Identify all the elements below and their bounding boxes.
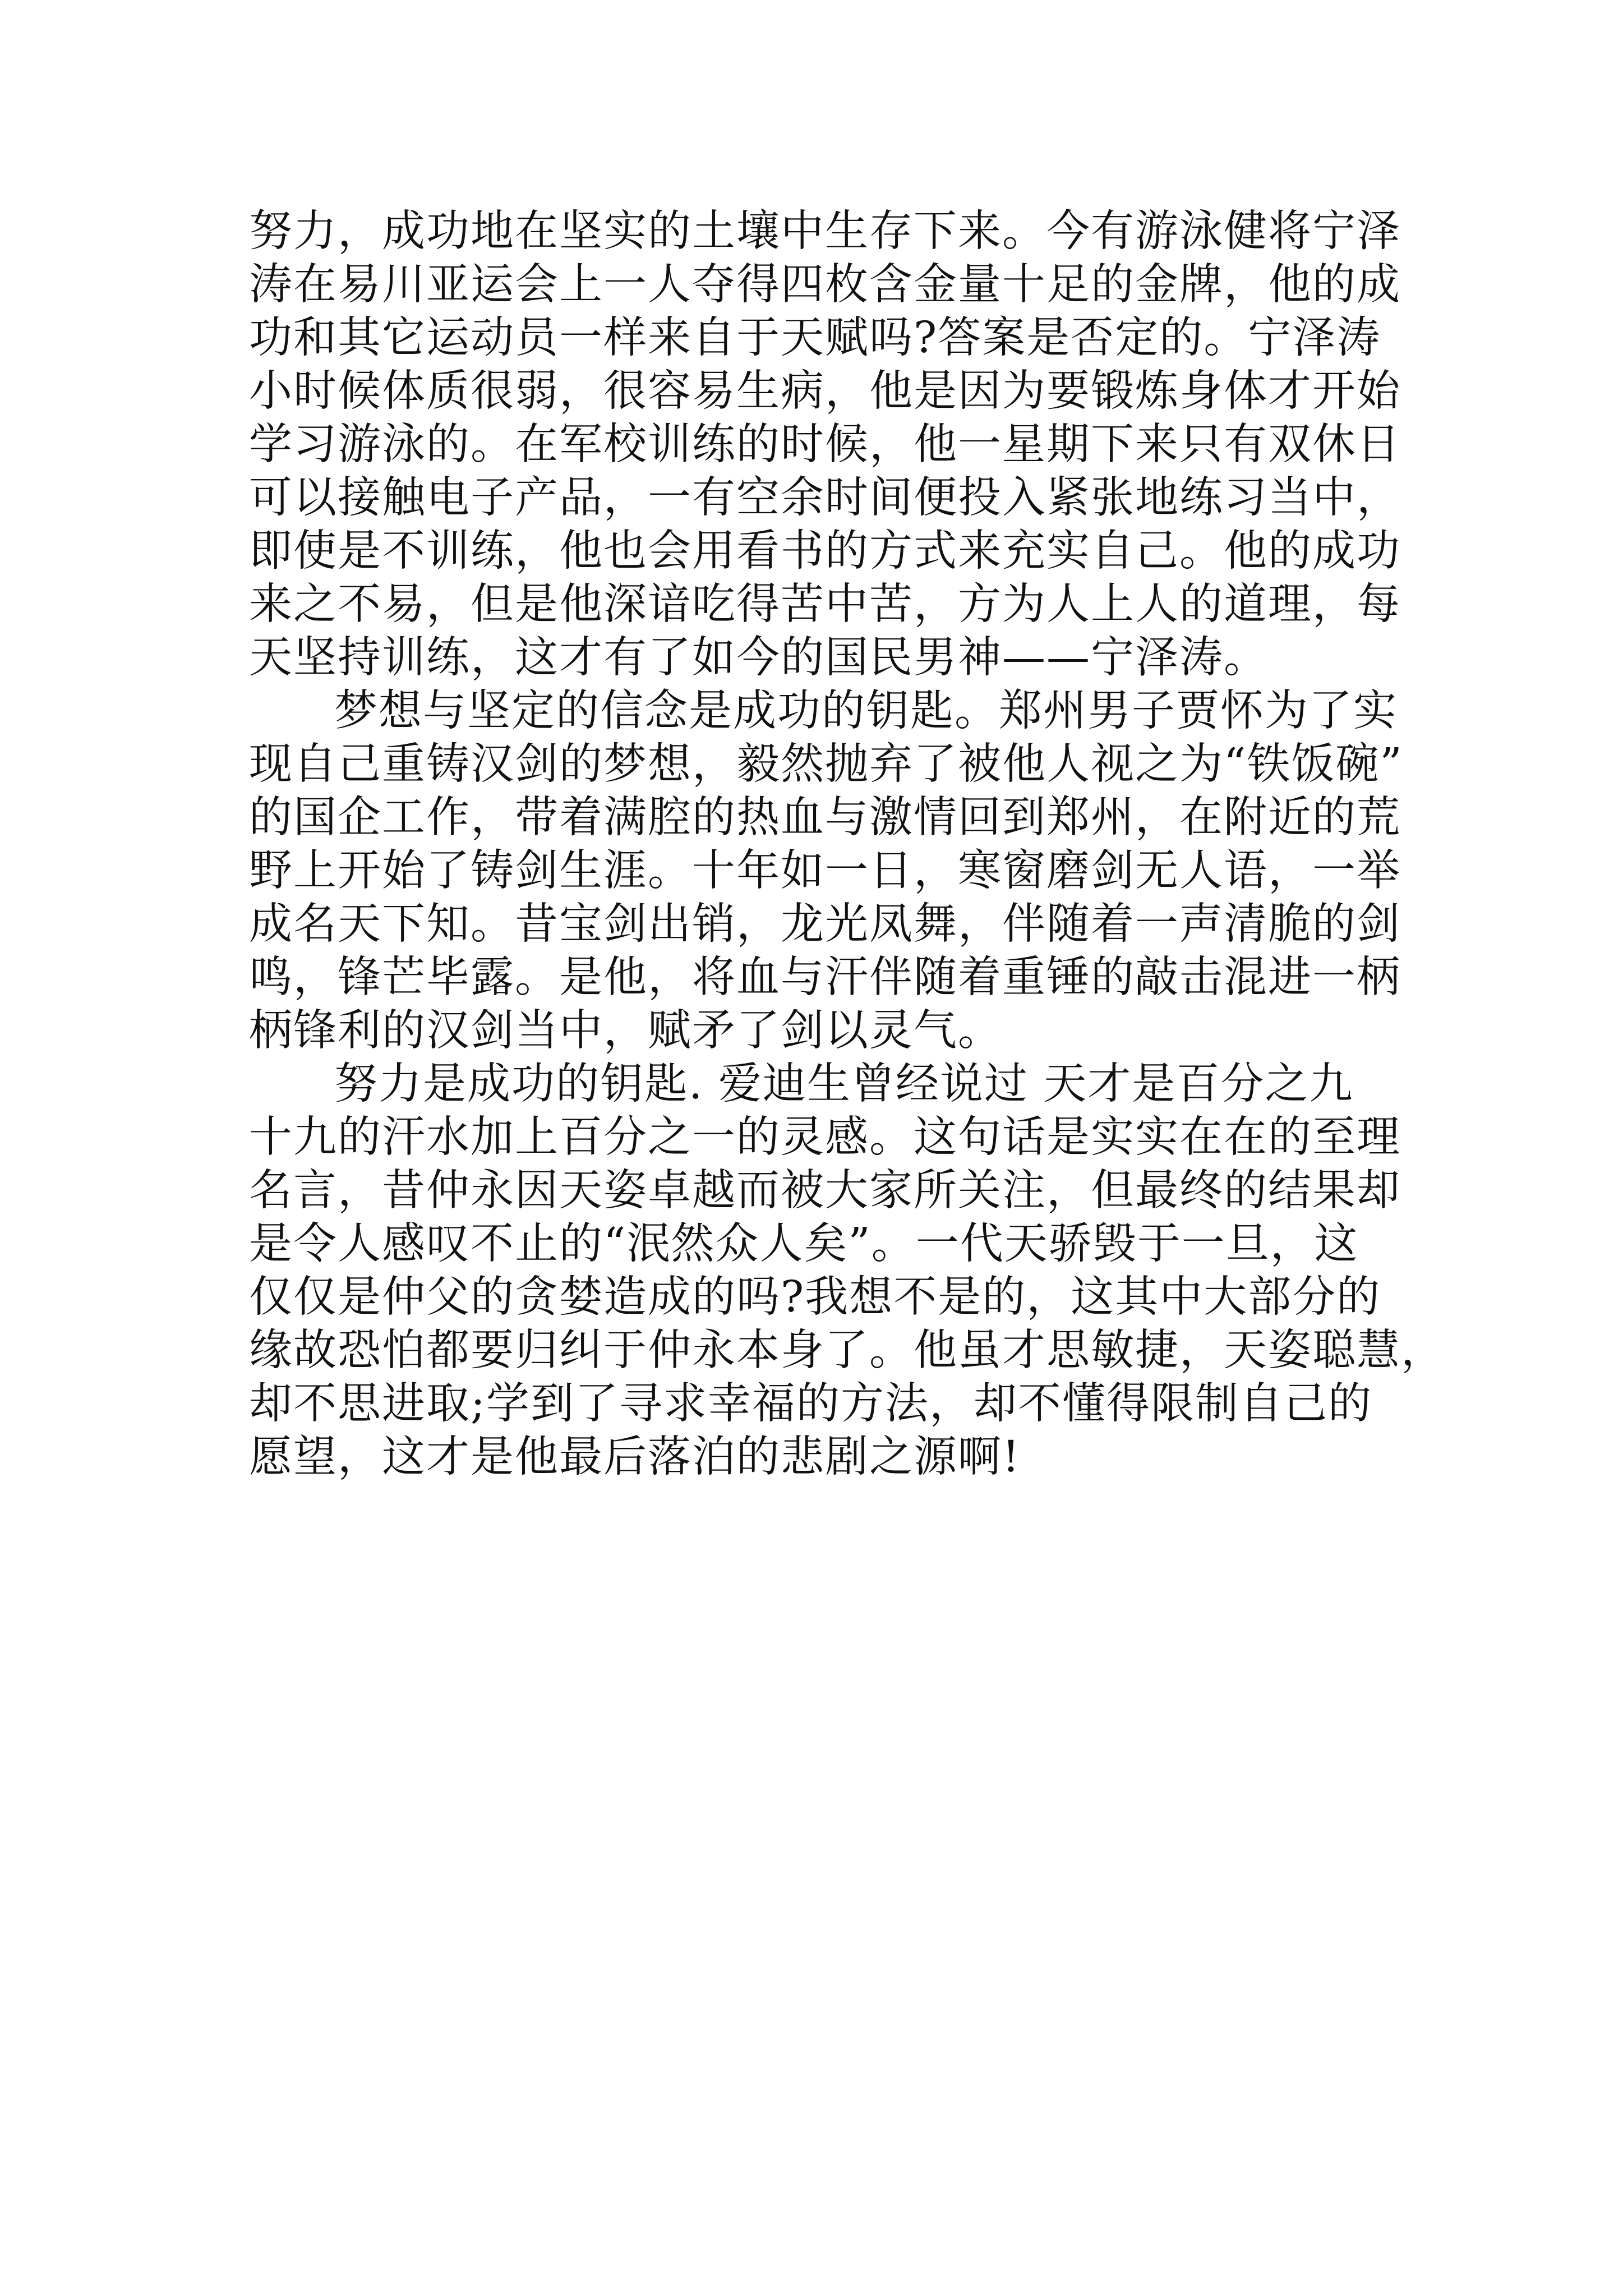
text-line: 却不思进取;学到了寻求幸福的方法，却不懂得限制自己的	[249, 1379, 1372, 1429]
text-line: 十九的汗水加上百分之一的灵感。这句话是实实在在的至理	[249, 1112, 1401, 1162]
text-line: 努力，成功地在坚实的土壤中生存下来。今有游泳健将宁泽	[249, 206, 1401, 256]
text-line: 野上开始了铸剑生涯。十年如一日，寒窗磨剑无人语，一举	[249, 846, 1401, 896]
text-line: 即使是不训练，他也会用看书的方式来充实自己。他的成功	[249, 526, 1401, 576]
text-line: 柄锋利的汉剑当中，赋矛了剑以灵气。	[249, 1006, 1002, 1056]
essay-text	[249, 205, 1445, 1484]
text-line: 天坚持训练，这才有了如今的国民男神——宁泽涛。	[249, 633, 1268, 683]
text-line: 鸣，锋芒毕露。是他，将血与汗伴随着重锤的敲击混进一柄	[249, 953, 1401, 1002]
text-line: 的国企工作，带着满腔的热血与激情回到郑州，在附近的荒	[249, 793, 1401, 843]
text-line: 涛在易川亚运会上一人夺得四枚含金量十足的金牌，他的成	[249, 260, 1401, 310]
text-line: 是令人感叹不止的“泯然众人矣”。一代天骄毁于一旦，这	[249, 1219, 1359, 1269]
text-line: 缘故恐怕都要归纠于仲永本身了。他虽才思敏捷，天姿聪慧，	[249, 1326, 1445, 1375]
text-line: 小时候体质很弱，很容易生病，他是因为要锻炼身体才开始	[249, 366, 1401, 416]
text-line: 来之不易，但是他深谙吃得苦中苦，方为人上人的道理，每	[249, 579, 1401, 629]
paragraph-start-line: 梦想与坚定的信念是成功的钥匙。郑州男子贾怀为了实	[334, 686, 1398, 736]
text-line: 学习游泳的。在军校训练的时候，他一星期下来只有双休日	[249, 420, 1401, 470]
text-line: 愿望，这才是他最后落泊的悲剧之源啊!	[249, 1432, 1021, 1482]
text-line: 可以接触电子产品，一有空余时间便投入紧张地练习当中，	[249, 473, 1401, 523]
text-line: 现自己重铸汉剑的梦想，毅然抛弃了被他人视之为“铁饭碗”	[249, 739, 1403, 789]
text-line: 仅仅是仲父的贪婪造成的吗?我想不是的，这其中大部分的	[249, 1272, 1381, 1322]
text-line: 名言，昔仲永因天姿卓越而被大家所关注，但最终的结果却	[249, 1166, 1401, 1216]
paragraph-start-line: 努力是成功的钥匙. 爱迪生曾经说过 天才是百分之九	[334, 1059, 1354, 1109]
text-line: 成名天下知。昔宝剑出销，龙光凤舞，伴随着一声清脆的剑	[249, 899, 1401, 949]
text-line: 功和其它运动员一样来自于天赋吗?答案是否定的。宁泽涛	[249, 313, 1381, 363]
